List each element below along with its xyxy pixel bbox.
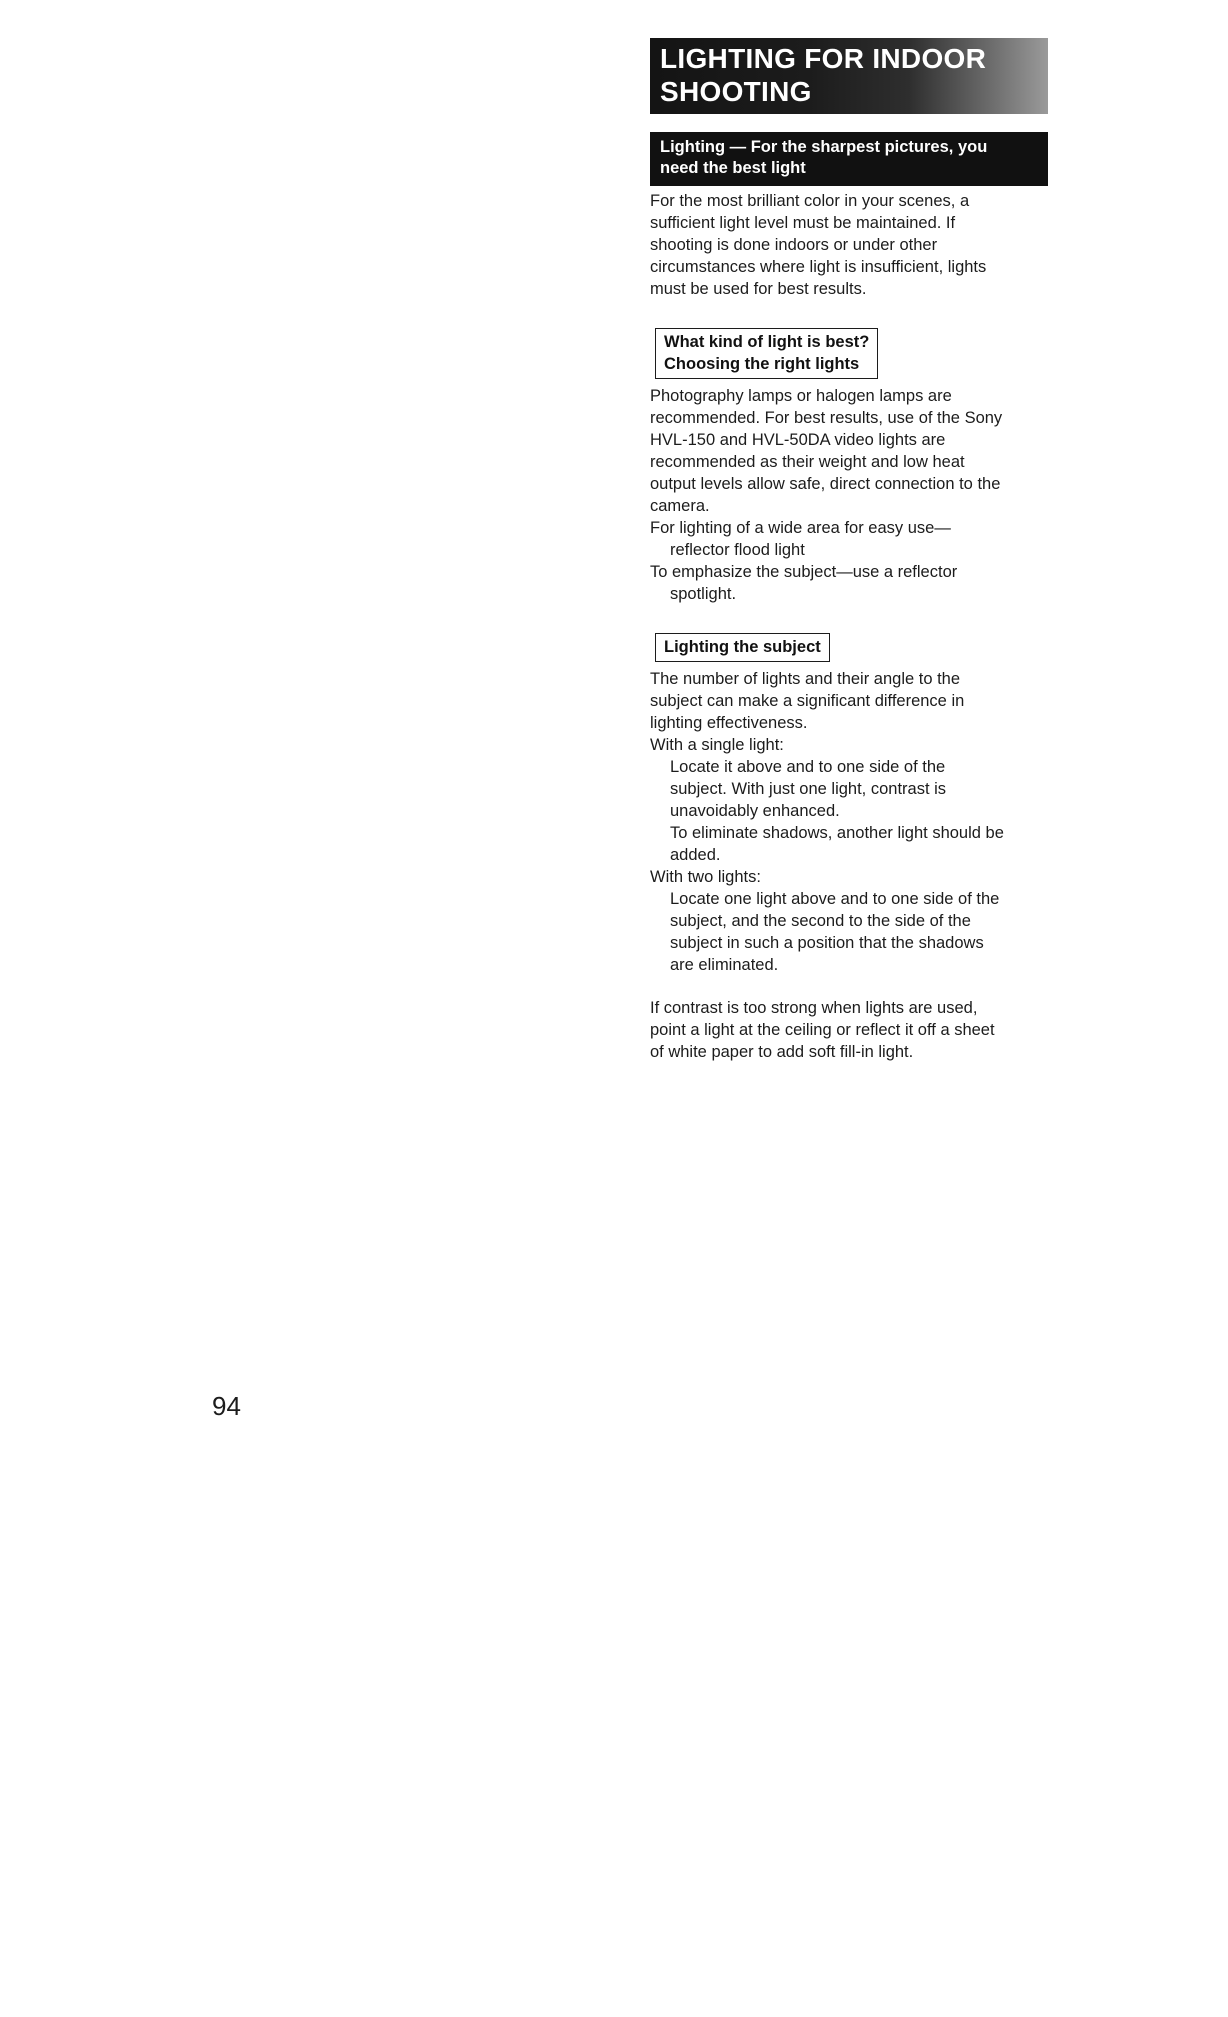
text-line: For lighting of a wide area for easy use— (650, 519, 951, 537)
heading-line: Lighting the subject (664, 638, 821, 656)
section-heading-banner (650, 132, 1048, 186)
text-line: added. (670, 846, 721, 864)
text-line: circumstances where light is insufficient, lights (650, 258, 987, 276)
heading-line-2: Choosing the right lights (664, 355, 860, 373)
text-line: For the most brilliant color in your scenes, a (650, 192, 970, 210)
text-line: of white paper to add soft fill-in light. (650, 1043, 914, 1061)
choosing-lights-heading (655, 328, 878, 379)
text-line: The number of lights and their angle to the (650, 670, 961, 688)
text-line: Locate one light above and to one side of the (670, 890, 1000, 908)
text-line: Photography lamps or halogen lamps are (650, 387, 952, 405)
text-line: With two lights: (650, 868, 761, 886)
text-line: lighting effectiveness. (650, 714, 808, 732)
choosing-lights-body (650, 385, 1050, 605)
page-title-line-1: LIGHTING FOR INDOOR (660, 43, 987, 74)
text-line: output levels allow safe, direct connection to the (650, 475, 1001, 493)
lighting-subject-heading (655, 633, 830, 662)
text-line: With a single light: (650, 736, 784, 754)
text-line: are eliminated. (670, 956, 779, 974)
page-title-banner (650, 38, 1048, 114)
text-line: must be used for best results. (650, 280, 867, 298)
section-heading-line-2: need the best light (660, 159, 806, 177)
page-number: 94 (212, 1391, 241, 1421)
heading-line-1: What kind of light is best? (664, 333, 870, 351)
text-line: recommended as their weight and low heat (650, 453, 965, 471)
text-line: subject in such a position that the shadows (670, 934, 984, 952)
text-line: sufficient light level must be maintained. If (650, 214, 956, 232)
text-line: If contrast is too strong when lights are used, (650, 999, 978, 1017)
section-heading-line-1: Lighting — For the sharpest pictures, you (660, 138, 988, 156)
text-line: camera. (650, 497, 710, 515)
text-line: To emphasize the subject—use a reflector (650, 563, 958, 581)
text-line: recommended. For best results, use of the Sony (650, 409, 1003, 427)
text-line: spotlight. (670, 585, 737, 603)
text-line: shooting is done indoors or under other (650, 236, 938, 254)
text-line: subject. With just one light, contrast is (670, 780, 947, 798)
text-line: subject can make a significant difference in (650, 692, 965, 710)
text-line: unavoidably enhanced. (670, 802, 840, 820)
text-line: subject, and the second to the side of the (670, 912, 971, 930)
page-title-line-2: SHOOTING (660, 76, 812, 107)
text-line: To eliminate shadows, another light should be (670, 824, 1004, 842)
text-line: HVL-150 and HVL-50DA video lights are (650, 431, 946, 449)
lighting-subject-body (650, 668, 1050, 976)
contrast-paragraph (650, 997, 1050, 1063)
text-line: Locate it above and to one side of the (670, 758, 946, 776)
text-line: point a light at the ceiling or reflect it off a sheet (650, 1021, 995, 1039)
text-line: reflector flood light (670, 541, 805, 559)
intro-paragraph (650, 190, 1050, 300)
